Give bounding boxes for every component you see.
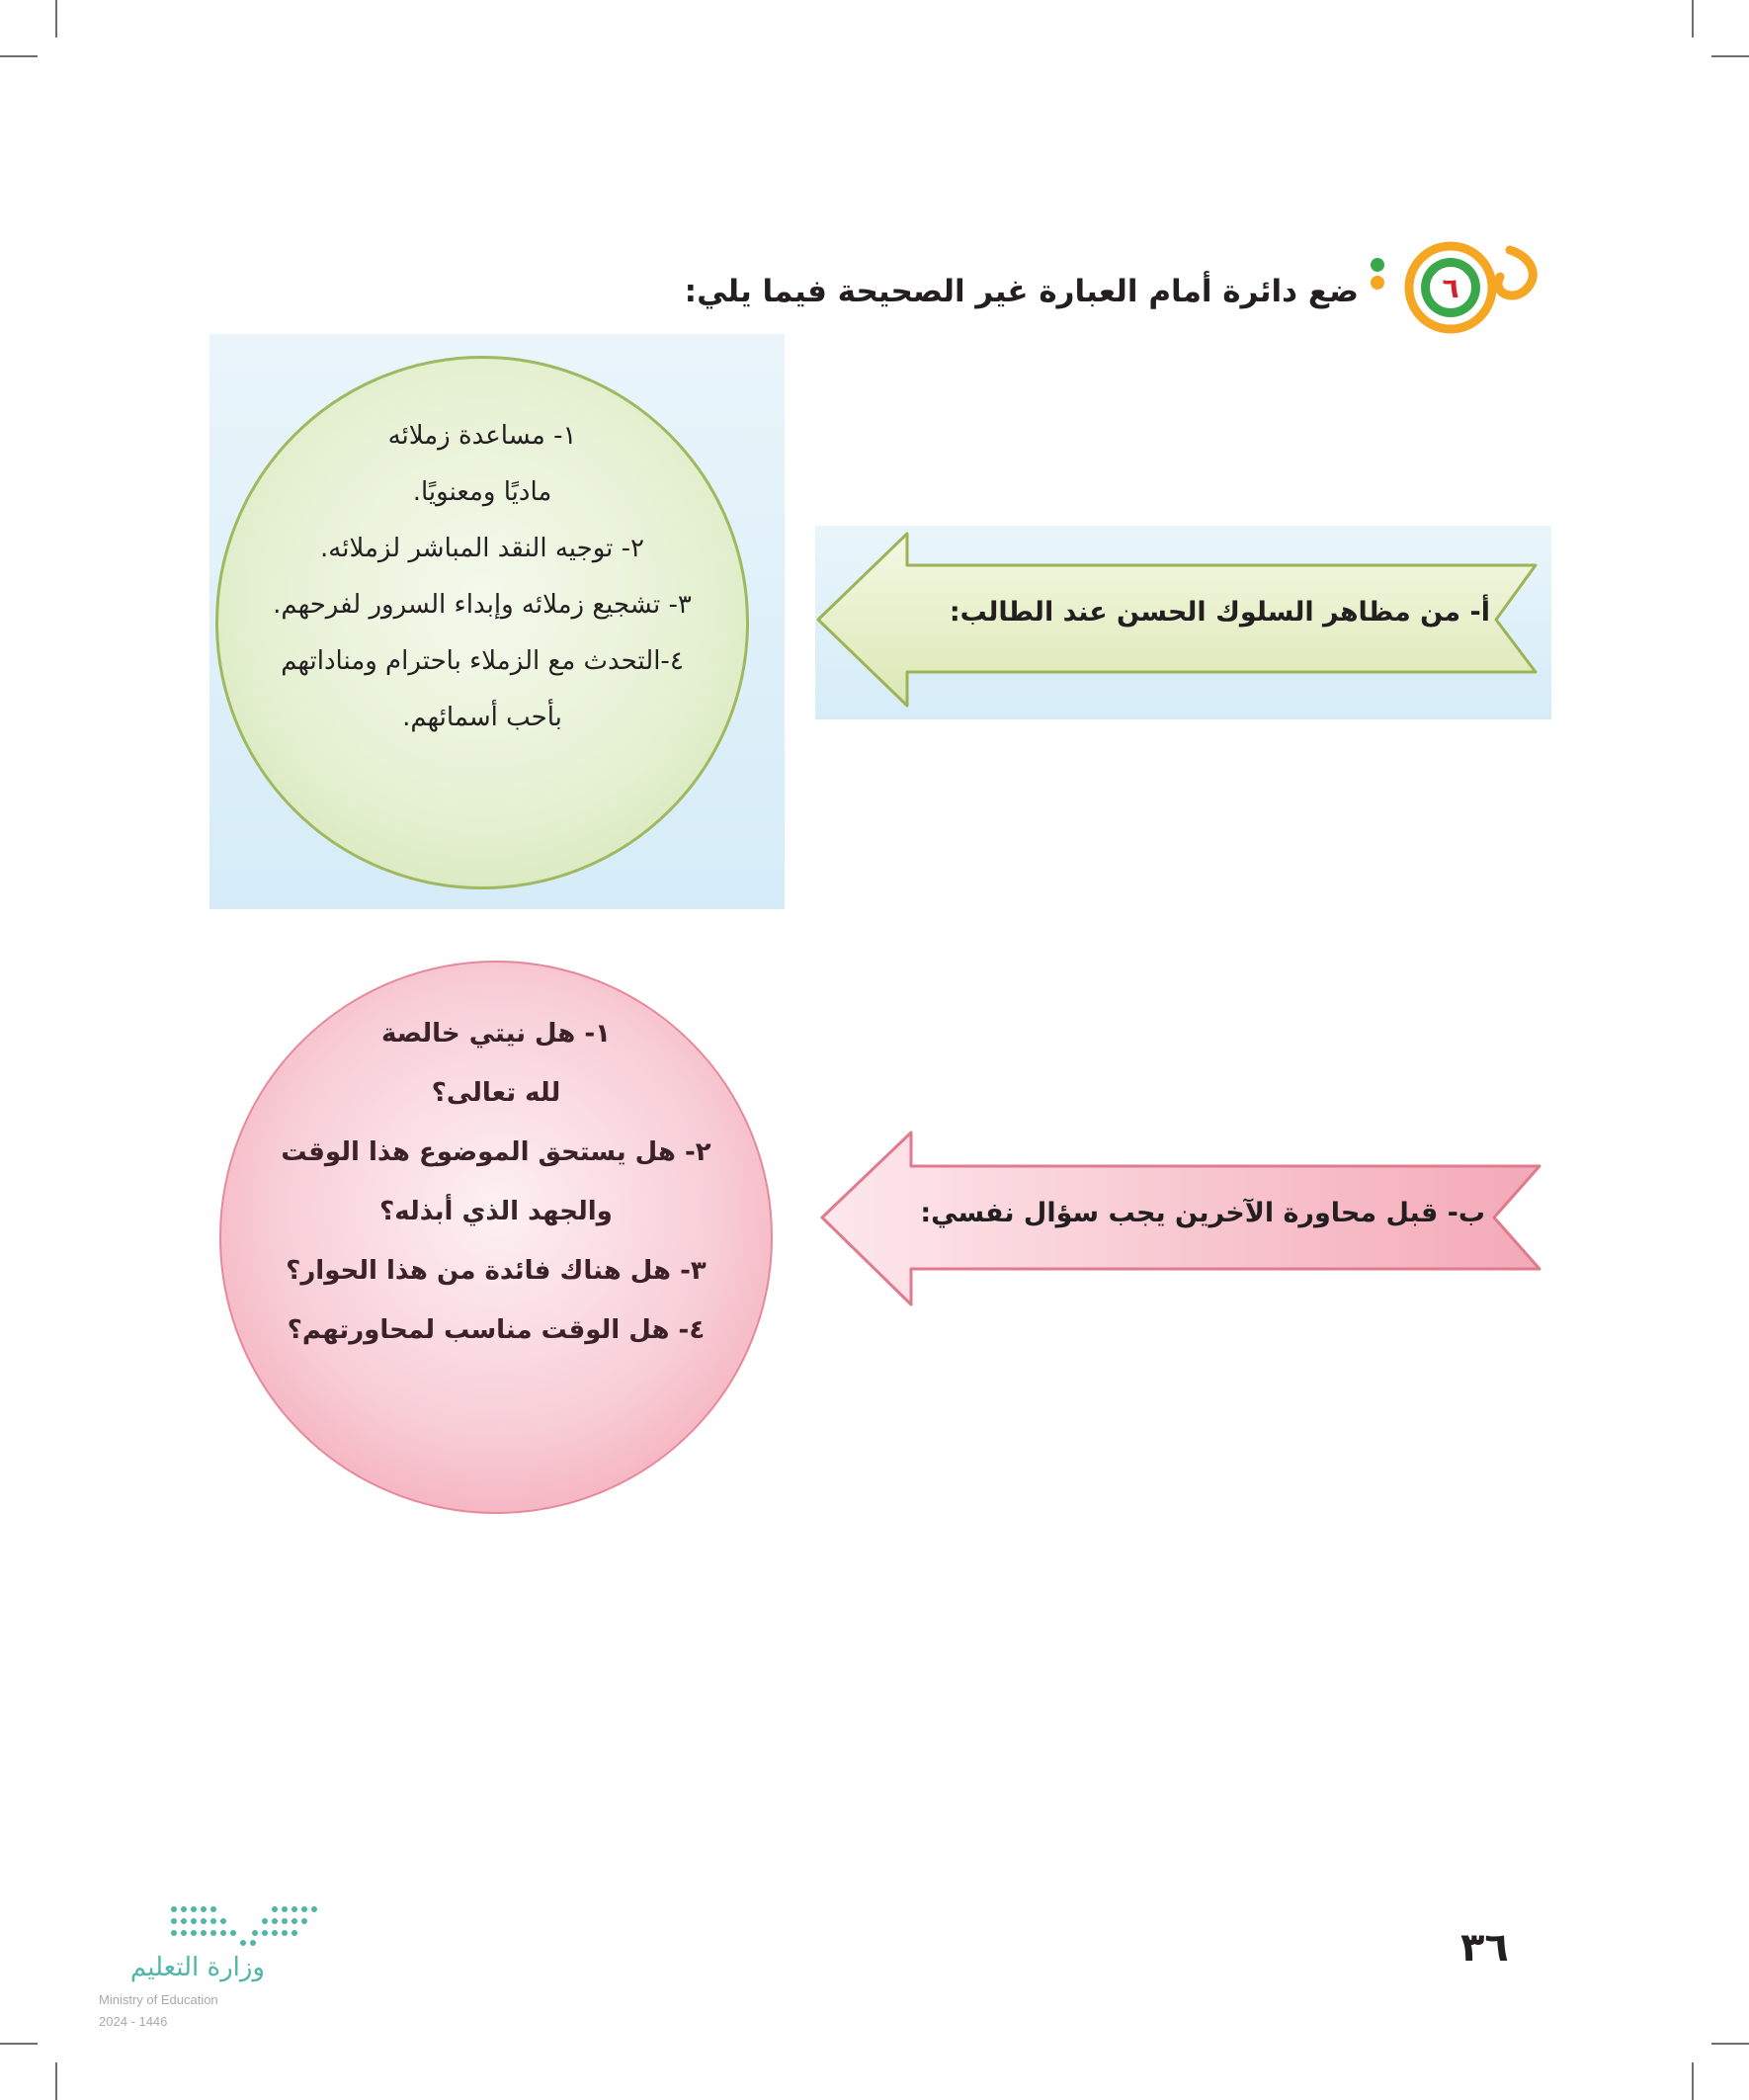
crop-mark <box>1692 2062 1694 2100</box>
section-b-line: ١- هل نيتي خالصة <box>381 1019 611 1049</box>
colon-dots <box>1367 254 1388 313</box>
question-badge <box>1393 232 1541 341</box>
question-badge-icon <box>1393 232 1541 341</box>
section-a-line: ٢- توجيه النقد المباشر لزملائه. <box>320 534 644 563</box>
section-b-line: والجهد الذي أبذله؟ <box>379 1197 613 1226</box>
ministry-arabic-name: وزارة التعليم <box>129 1953 265 1982</box>
section-a-arrow-label: أ- من مظاهر السلوك الحسن عند الطالب: <box>949 597 1490 628</box>
section-a-line: ٣- تشجيع زملائه وإبداء السرور لفرحهم. <box>273 590 692 620</box>
section-a-circle <box>215 356 749 889</box>
page-number: ٣٦ <box>1460 1925 1509 1971</box>
crop-mark <box>55 0 57 38</box>
section-a-line: ٤-التحدث مع الزملاء باحترام ومناداتهم <box>281 646 684 676</box>
section-a-arrow <box>816 526 1547 714</box>
section-b-circle <box>219 961 773 1514</box>
ministry-logo-dots-icon <box>166 1899 324 1951</box>
section-b-line: ٣- هل هناك فائدة من هذا الحوار؟ <box>286 1256 707 1286</box>
ministry-year: 2024 - 1446 <box>99 2014 168 2029</box>
section-a-line: ١- مساعدة زملائه <box>387 421 577 451</box>
crop-mark <box>0 55 38 57</box>
crop-mark <box>55 2062 57 2100</box>
crop-mark <box>0 2043 38 2045</box>
section-a-line: ماديًا ومعنويًا. <box>412 477 552 507</box>
ministry-logo <box>97 1895 334 2034</box>
section-b-line: ٢- هل يستحق الموضوع هذا الوقت <box>281 1137 711 1167</box>
question-number: ٦ <box>1442 272 1459 304</box>
section-a-line: بأحب أسمائهم. <box>402 703 562 732</box>
section-b-line: ٤- هل الوقت مناسب لمحاورتهم؟ <box>287 1315 706 1345</box>
crop-mark <box>1711 2043 1749 2045</box>
section-b-arrow <box>820 1129 1546 1308</box>
section-b-arrow-label: ب- قبل محاورة الآخرين يجب سؤال نفسي: <box>920 1198 1485 1228</box>
question-title: ضع دائرة أمام العبارة غير الصحيحة فيما يلي: <box>684 274 1359 309</box>
section-b-line: لله تعالى؟ <box>431 1078 561 1108</box>
question-header <box>593 232 1541 341</box>
crop-mark <box>1692 0 1694 38</box>
crop-mark <box>1711 55 1749 57</box>
ministry-english-name: Ministry of Education <box>99 1992 218 2007</box>
